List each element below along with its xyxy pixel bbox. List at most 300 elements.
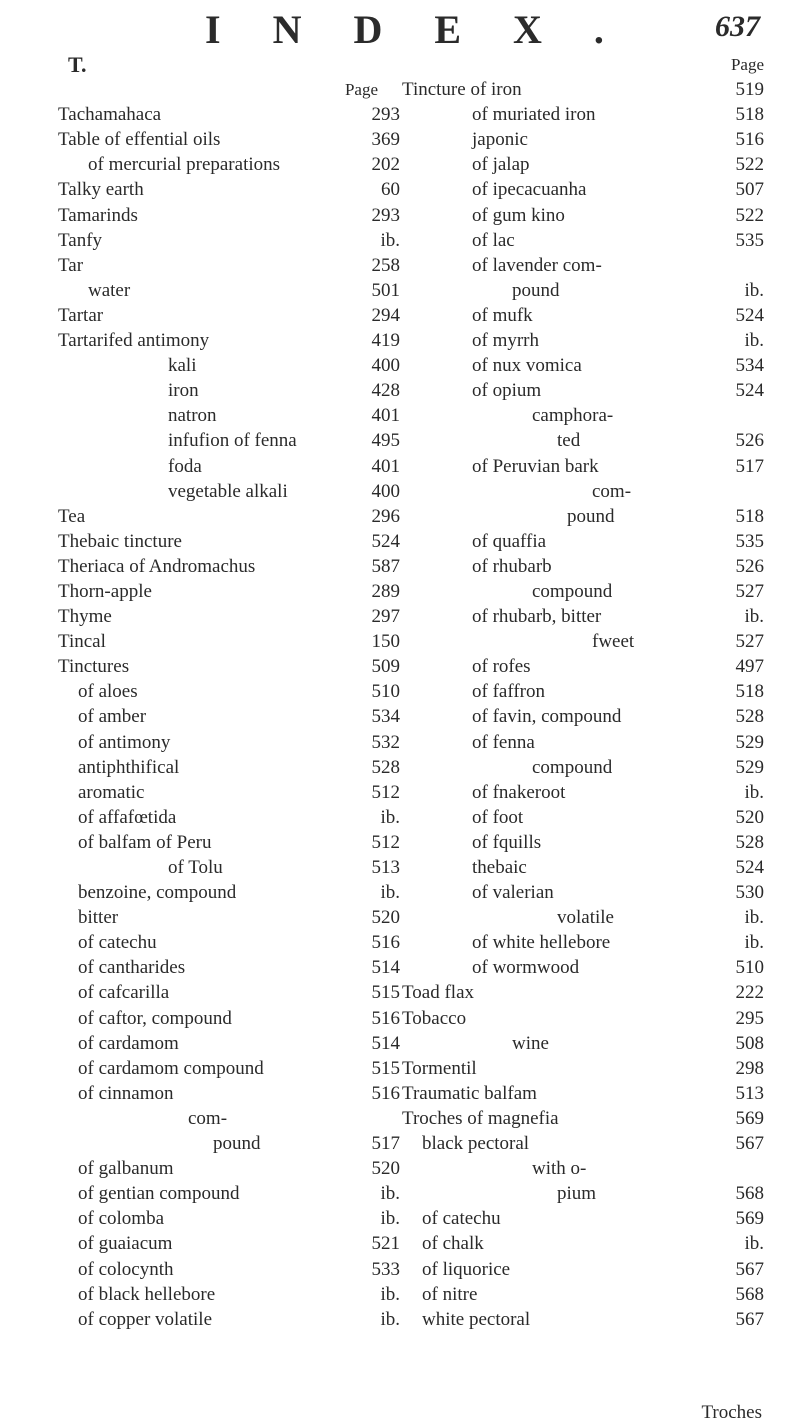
entry-page: 509 (371, 656, 400, 678)
index-entry (58, 1181, 400, 1206)
right-page-heading: Page (730, 55, 764, 74)
entry-text: com- (188, 1107, 228, 1129)
index-entry (402, 780, 764, 805)
entry-text: of cardamom (78, 1032, 179, 1054)
entry-text: bitter (78, 907, 119, 929)
index-entry (402, 1056, 764, 1081)
entry-text: fweet (592, 631, 635, 653)
entry-text: of wormwood (472, 957, 580, 979)
index-entry (58, 679, 400, 704)
index-entry (402, 830, 764, 855)
entry-page: 515 (371, 982, 400, 1004)
entry-page: ib. (744, 606, 764, 628)
index-entry (58, 454, 400, 479)
left-column (58, 52, 400, 1332)
entry-page: 501 (371, 279, 400, 301)
entry-page: 507 (735, 179, 764, 201)
entry-page: 516 (735, 129, 764, 151)
index-entry (58, 529, 400, 554)
index-entry (58, 1006, 400, 1031)
index-entry (402, 730, 764, 755)
entry-text: Tincture of iron (402, 79, 522, 101)
index-entry (402, 654, 764, 679)
right-column (402, 52, 764, 1332)
entry-page: 514 (371, 1032, 400, 1054)
index-entry (402, 930, 764, 955)
entry-page: 497 (735, 656, 764, 678)
index-entry (402, 1181, 764, 1206)
entry-text: of cafcarilla (78, 982, 170, 1004)
index-entry (58, 1081, 400, 1106)
entry-page: ib. (380, 229, 400, 251)
entry-text: of Tolu (168, 857, 223, 878)
entry-page: 524 (735, 380, 764, 402)
entry-page: 517 (371, 1133, 400, 1155)
entry-page: 514 (371, 957, 400, 979)
catchword: Troches (701, 1402, 762, 1423)
entry-page: 529 (735, 731, 764, 753)
entry-page: 528 (371, 756, 400, 778)
entry-page: 526 (735, 555, 764, 577)
entry-page: 258 (371, 254, 400, 276)
index-entry (58, 1156, 400, 1181)
index-entry (58, 303, 400, 328)
index-entry (58, 1231, 400, 1256)
index-entry (58, 955, 400, 980)
entry-page: 526 (735, 430, 764, 452)
entry-page: 512 (371, 781, 400, 803)
right-page-heading-row (402, 52, 764, 77)
entry-text: infufion of fenna (168, 430, 297, 452)
entry-text: natron (168, 405, 217, 427)
index-entry (402, 403, 764, 428)
index-entry (402, 328, 764, 353)
entry-text: of myrrh (472, 330, 540, 352)
entry-page: 518 (735, 104, 764, 126)
entry-text: Traumatic balfam (402, 1082, 537, 1104)
entry-text: of gum kino (472, 204, 565, 226)
index-entry (402, 353, 764, 378)
index-entry (402, 704, 764, 729)
entry-text: Tormentil (402, 1057, 477, 1079)
index-entry (58, 378, 400, 403)
entry-text: Tincal (58, 631, 106, 653)
entry-page: 517 (735, 455, 764, 477)
entry-text: of guaiacum (78, 1233, 173, 1255)
entry-page: 516 (371, 1007, 400, 1029)
entry-text: of favin, compound (472, 706, 622, 728)
entry-page: 567 (735, 1258, 764, 1280)
entry-page: 568 (735, 1283, 764, 1305)
left-page-heading-row (58, 77, 400, 102)
entry-page: 587 (371, 555, 400, 577)
entry-page: 527 (735, 631, 764, 653)
index-entry (402, 755, 764, 780)
entry-page: 532 (371, 731, 400, 753)
entry-text: of liquorice (422, 1258, 511, 1280)
index-entry (58, 1106, 400, 1131)
entry-page: 296 (371, 505, 400, 527)
index-entry (402, 554, 764, 579)
entry-page: 298 (735, 1057, 764, 1079)
index-entry (402, 303, 764, 328)
entry-text: benzoine, compound (78, 882, 237, 904)
index-entry (402, 1081, 764, 1106)
index-entry (58, 730, 400, 755)
index-entry (58, 278, 400, 303)
entry-text: pound (512, 279, 560, 301)
index-entry (402, 1131, 764, 1156)
entry-page: ib. (744, 279, 764, 301)
entry-text: of catechu (78, 932, 157, 954)
index-entry (402, 1156, 764, 1181)
entry-page: 512 (371, 831, 400, 853)
entry-text: Troches of magnefia (402, 1107, 559, 1129)
entry-page: 222 (735, 982, 764, 1004)
entry-page: 524 (735, 857, 764, 878)
entry-text: of balfam of Peru (78, 831, 212, 853)
section-letter: T. (68, 52, 87, 77)
entry-text: of ipecacuanha (472, 179, 587, 201)
entry-page: 401 (371, 455, 400, 477)
index-entry (402, 1006, 764, 1031)
entry-text: of caftor, compound (78, 1007, 232, 1029)
index-entry (402, 679, 764, 704)
index-entry (402, 378, 764, 403)
entry-page: 295 (735, 1007, 764, 1029)
index-entry (58, 504, 400, 529)
index-entry (402, 1231, 764, 1256)
entry-page: 150 (371, 631, 400, 653)
index-entry (402, 905, 764, 930)
entry-text: Thebaic tincture (58, 530, 182, 552)
entry-text: Tanfy (58, 229, 103, 251)
entry-text: volatile (557, 907, 614, 929)
entry-page: 521 (371, 1233, 400, 1255)
index-entry (402, 454, 764, 479)
entry-page: ib. (744, 330, 764, 352)
index-entry (402, 102, 764, 127)
entry-text: vegetable alkali (168, 480, 288, 502)
entry-text: Tinctures (58, 656, 130, 678)
entry-page: 515 (371, 1057, 400, 1079)
entry-page: 400 (371, 480, 400, 502)
index-entry (402, 604, 764, 629)
index-entry (58, 755, 400, 780)
entry-text: Tachamahaca (58, 104, 162, 126)
entry-text: black pectoral (422, 1133, 530, 1155)
index-entry (58, 1206, 400, 1231)
entry-text: of gentian compound (78, 1183, 240, 1205)
index-entry (58, 1131, 400, 1156)
entry-page: 530 (735, 882, 764, 904)
entry-page: 510 (735, 957, 764, 979)
entry-text: Toad flax (402, 982, 475, 1004)
index-entry (402, 479, 764, 504)
entry-text: ted (557, 430, 581, 452)
entry-page: 428 (371, 380, 400, 402)
entry-page: 513 (371, 857, 400, 878)
index-entry (58, 980, 400, 1005)
entry-text: white pectoral (422, 1308, 531, 1330)
index-entry (58, 780, 400, 805)
entry-page: 518 (735, 505, 764, 527)
entry-page: 534 (371, 706, 400, 728)
entry-page: 527 (735, 580, 764, 602)
entry-text: of black hellebore (78, 1283, 216, 1305)
index-entry (58, 353, 400, 378)
entry-page: ib. (380, 1208, 400, 1230)
index-entry (402, 1031, 764, 1056)
index-entry (402, 1257, 764, 1282)
entry-page: 522 (735, 204, 764, 226)
entry-text: camphora- (532, 405, 614, 427)
page-header (0, 2, 800, 52)
entry-text: of colomba (78, 1208, 165, 1230)
index-entry (58, 930, 400, 955)
entry-page: 294 (371, 304, 400, 326)
entry-page: 524 (735, 304, 764, 326)
index-entry (58, 479, 400, 504)
entry-text: of lac (472, 229, 515, 251)
entry-page: 508 (735, 1032, 764, 1054)
entry-page: ib. (744, 1233, 764, 1255)
entry-text: of mufk (472, 304, 533, 326)
entry-page: ib. (380, 1308, 400, 1330)
entry-page: 419 (371, 330, 400, 352)
index-entry (58, 830, 400, 855)
index-entry (58, 1031, 400, 1056)
index-entry (402, 1307, 764, 1332)
entry-text: of rhubarb (472, 555, 552, 577)
entry-page: 518 (735, 681, 764, 703)
index-entry (58, 328, 400, 353)
index-entry (402, 980, 764, 1005)
entry-page: 567 (735, 1308, 764, 1330)
index-entry (58, 880, 400, 905)
entry-page: 401 (371, 405, 400, 427)
entry-text: foda (168, 455, 202, 477)
entry-text: com- (592, 480, 632, 502)
entry-text: pium (557, 1183, 597, 1205)
index-entry (402, 504, 764, 529)
entry-text: kali (168, 355, 197, 377)
index-entry (402, 855, 764, 880)
entry-page: 529 (735, 756, 764, 778)
index-entry (402, 127, 764, 152)
entry-text: of cardamom compound (78, 1057, 264, 1079)
entry-page: 202 (371, 154, 400, 176)
index-entry (402, 1106, 764, 1131)
entry-page: 534 (735, 355, 764, 377)
entry-page: 60 (381, 179, 400, 201)
entry-text: of rofes (472, 656, 531, 678)
entry-page: 513 (735, 1082, 764, 1104)
index-entry (402, 529, 764, 554)
index-entry (58, 654, 400, 679)
entry-text: of catechu (422, 1208, 501, 1230)
left-column-heading (58, 52, 400, 77)
entry-page: 535 (735, 530, 764, 552)
index-entry (402, 1206, 764, 1231)
entry-text: of aloes (78, 681, 138, 703)
index-entry (402, 77, 764, 102)
page-number: 637 (715, 10, 760, 43)
entry-text: compound (532, 580, 613, 602)
index-entry (58, 428, 400, 453)
entry-page: ib. (744, 907, 764, 929)
entry-text: pound (213, 1133, 261, 1155)
entry-page: 495 (371, 430, 400, 452)
index-entry (402, 278, 764, 303)
entry-page: 522 (735, 154, 764, 176)
entry-text: Thorn-apple (58, 580, 152, 602)
entry-text: Talky earth (58, 179, 144, 201)
entry-page: ib. (380, 1183, 400, 1205)
entry-page: 535 (735, 229, 764, 251)
entry-page: 520 (735, 806, 764, 828)
entry-text: of colocynth (78, 1258, 174, 1280)
entry-text: iron (168, 380, 199, 402)
left-page-heading: Page (344, 80, 378, 100)
entry-text: Tea (58, 505, 86, 527)
index-entry (402, 629, 764, 654)
entry-page: 568 (735, 1183, 764, 1205)
index-entry (58, 629, 400, 654)
index-title: INDEX. (205, 7, 656, 52)
entry-text: water (88, 279, 131, 301)
index-entry (58, 1056, 400, 1081)
entry-page: 510 (371, 681, 400, 703)
entry-text: of jalap (472, 154, 530, 176)
entry-page: ib. (380, 1283, 400, 1305)
entry-page: ib. (380, 806, 400, 828)
entry-text: Tartarifed antimony (58, 330, 210, 352)
entry-text: of affafœtida (78, 806, 177, 828)
entry-text: of antimony (78, 731, 171, 753)
entry-text: of Peruvian bark (472, 455, 599, 477)
entry-text: Thyme (58, 606, 112, 628)
index-entry (58, 855, 400, 880)
entry-text: japonic (472, 129, 528, 151)
entry-text: with o- (532, 1158, 587, 1180)
index-entry (402, 880, 764, 905)
index-entry (58, 579, 400, 604)
index-entry (58, 127, 400, 152)
index-entry (58, 102, 400, 127)
index-entry (58, 403, 400, 428)
entry-page: 520 (371, 1158, 400, 1180)
index-entry (58, 1257, 400, 1282)
entry-text: of nitre (422, 1283, 478, 1305)
entry-text: Tar (58, 254, 84, 276)
entry-text: of cinnamon (78, 1082, 174, 1104)
entry-page: 567 (735, 1133, 764, 1155)
entry-text: Theriaca of Andromachus (58, 555, 256, 577)
entry-page: ib. (380, 882, 400, 904)
index-entry (58, 805, 400, 830)
entry-page: 297 (371, 606, 400, 628)
entry-text: of chalk (422, 1233, 484, 1255)
index-entry (58, 604, 400, 629)
entry-text: of fnakeroot (472, 781, 566, 803)
index-entry (402, 152, 764, 177)
entry-text: of copper volatile (78, 1308, 213, 1330)
index-entry (402, 1282, 764, 1307)
entry-text: of lavender com- (472, 254, 602, 276)
entry-text: of faffron (472, 681, 545, 703)
entry-text: Tamarinds (58, 204, 138, 226)
entry-text: Tobacco (402, 1007, 467, 1029)
entry-text: of cantharides (78, 957, 186, 979)
index-entry (58, 152, 400, 177)
entry-page: ib. (744, 932, 764, 954)
index-entry (58, 228, 400, 253)
entry-text: of valerian (472, 882, 554, 904)
entry-page: ib. (744, 781, 764, 803)
entry-text: antiphthifical (78, 756, 180, 778)
index-entry (402, 955, 764, 980)
entry-text: of galbanum (78, 1158, 174, 1180)
entry-page: 516 (371, 932, 400, 954)
entry-page: 524 (371, 530, 400, 552)
entry-text: aromatic (78, 781, 145, 803)
entry-page: 516 (371, 1082, 400, 1104)
index-entry (402, 203, 764, 228)
entry-page: 369 (371, 129, 400, 151)
entry-text: pound (567, 505, 615, 527)
index-entry (58, 1282, 400, 1307)
entry-text: of opium (472, 380, 542, 402)
entry-page: 533 (371, 1258, 400, 1280)
index-entry (402, 579, 764, 604)
entry-text: of nux vomica (472, 355, 582, 377)
entry-page: 528 (735, 831, 764, 853)
index-entry (402, 805, 764, 830)
entry-page: 519 (735, 79, 764, 101)
entry-text: of quaffia (472, 530, 547, 552)
entry-text: compound (532, 756, 613, 778)
index-entry (58, 704, 400, 729)
index-entry (402, 177, 764, 202)
entry-text: of amber (78, 706, 147, 728)
entry-text: of rhubarb, bitter (472, 606, 602, 628)
entry-text: wine (512, 1032, 549, 1054)
index-entry (402, 253, 764, 278)
index-entry (402, 228, 764, 253)
index-entry (58, 1307, 400, 1332)
entry-page: 520 (371, 907, 400, 929)
entry-page: 293 (371, 204, 400, 226)
index-entry (58, 905, 400, 930)
entry-page: 569 (735, 1208, 764, 1230)
index-entry (58, 554, 400, 579)
entry-text: thebaic (472, 857, 527, 878)
entry-text: of foot (472, 806, 524, 828)
entry-page: 293 (371, 104, 400, 126)
entry-text: Table of effential oils (58, 129, 221, 151)
entry-page: 400 (371, 355, 400, 377)
entry-text: of muriated iron (472, 104, 596, 126)
index-entry (58, 177, 400, 202)
entry-page: 569 (735, 1107, 764, 1129)
entry-text: of fquills (472, 831, 542, 853)
entry-page: 528 (735, 706, 764, 728)
index-entry (58, 253, 400, 278)
entry-text: Tartar (58, 304, 104, 326)
index-entry (58, 203, 400, 228)
entry-text: of white hellebore (472, 932, 611, 954)
